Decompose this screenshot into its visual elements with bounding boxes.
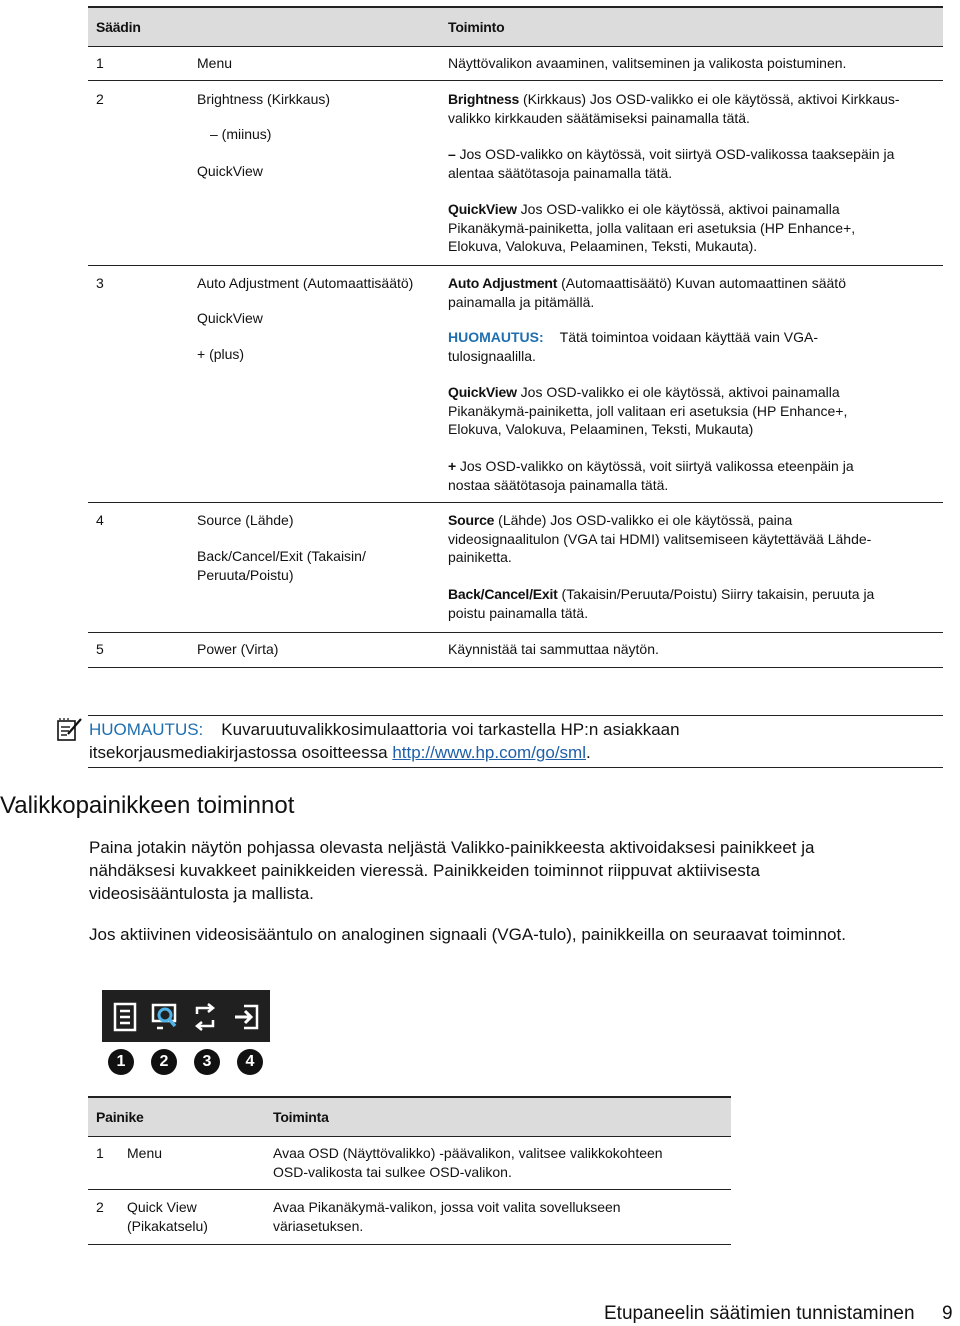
para1-line3: videosisääntulosta ja mallista. [89, 884, 314, 903]
table1-header [88, 8, 943, 46]
row4-control-back [197, 547, 366, 584]
footer-title: Etupaneelin säätimien tunnistaminen [604, 1303, 915, 1324]
section-para1 [89, 836, 949, 905]
item-text: Jos OSD-valikko ei ole käytössä, aktivoi painamalla [516, 201, 840, 217]
row2-num: 2 [96, 91, 104, 107]
item-text3: Elokuva, Valokuva, Pelaaminen, Teksti, Mukauta) [448, 421, 754, 437]
item-bold: + [448, 458, 456, 474]
item-text: (Lähde) Jos OSD-valikko ei ole käytössä, paina [494, 512, 793, 528]
row1-num: 1 [96, 55, 104, 71]
item-text2: alentaa säätötasoja painamalla tätä. [448, 164, 673, 181]
note-body [89, 718, 939, 764]
t2-row2-name [127, 1198, 208, 1235]
row2-item-brightness [448, 90, 938, 127]
row4-num: 4 [96, 512, 104, 528]
table1-header-rule [88, 46, 943, 47]
table1-bottom-rule [88, 667, 943, 668]
t2-row1-rule [88, 1189, 731, 1190]
row2-rule [88, 265, 943, 266]
item-text2: videosignaalitulon (VGA tai HDMI) valitsemiseen käytettävää Lähde- [448, 530, 872, 547]
note-top-rule [88, 715, 943, 716]
item-bold: QuickView [448, 201, 517, 217]
row2-item-quickview [448, 200, 938, 256]
note-text1: Kuvaruutuvalikkosimulaattoria voi tarkastella HP:n asiakkaan [221, 720, 680, 739]
button-badge-4: 4 [237, 1049, 263, 1075]
table2-header-col1: Painike [96, 1109, 144, 1125]
row2-control-minus: – (miinus) [210, 126, 272, 142]
item-text: Jos OSD-valikko on käytössä, voit siirtyä valikossa eteenpäin ja [455, 458, 854, 474]
row1-rule [88, 80, 943, 81]
row4-control-source: Source (Lähde) [197, 512, 294, 528]
button-badge-1: 1 [108, 1049, 134, 1075]
row3-control-auto: Auto Adjustment (Automaattisäätö) [197, 275, 414, 291]
item-bold: Source [448, 512, 495, 528]
item-text2: valikko kirkkauden säätämiseksi painamalla tätä. [448, 109, 750, 126]
row5-desc: Käynnistää tai sammuttaa näytön. [448, 641, 659, 657]
row3-control-quickview: QuickView [197, 310, 263, 326]
table1-header-col2: Toiminto [448, 19, 505, 35]
row3-note [448, 328, 938, 365]
item-text: Jos OSD-valikko ei ole käytössä, aktivoi painamalla [516, 384, 840, 400]
row4-rule [88, 632, 943, 633]
row3-item-quickview [448, 383, 938, 439]
row1-desc: Näyttövalikon avaaminen, valitseminen ja valikosta poistuminen. [448, 55, 847, 71]
row3-rule [88, 502, 943, 503]
name-line2: (Pikakatselu) [127, 1217, 208, 1234]
row3-num: 3 [96, 275, 104, 291]
section-heading: Valikkopainikkeen toiminnot [0, 792, 295, 819]
table1-header-col1: Säädin [96, 19, 141, 35]
item-bold: Back/Cancel/Exit [448, 586, 558, 602]
row5-num: 5 [96, 641, 104, 657]
row2-control-brightness: Brightness (Kirkkaus) [197, 91, 331, 107]
desc-line2: väriasetuksen. [273, 1217, 364, 1234]
table2-header-col2: Toiminta [273, 1109, 329, 1125]
row5-control: Power (Virta) [197, 641, 279, 657]
t2-row1-desc [273, 1144, 728, 1181]
note-link[interactable]: http://www.hp.com/go/sml [392, 743, 586, 762]
row4-item-source [448, 511, 938, 567]
note-text2: tulosignaalilla. [448, 347, 536, 364]
item-bold: Auto Adjustment [448, 275, 558, 291]
cycle-icon [182, 994, 228, 1040]
note-text: Tätä toimintoa voidaan käyttää vain VGA- [559, 329, 819, 345]
item-text: (Automaattisäätö) Kuvan automaattinen säätö [557, 275, 846, 291]
button-badge-3: 3 [194, 1049, 220, 1075]
para1-line2: nähdäksesi kuvakkeet painikkeiden vieressä. Painikkeiden toiminnot riippuvat aktiivisesta [89, 861, 760, 880]
para1-line1: Paina jotakin näytön pohjassa olevasta neljästä Valikko-painikkeesta aktivoidaksesi painikkeet ja [89, 838, 815, 857]
item-text: (Kirkkaus) Jos OSD-valikko ei ole käytössä, aktivoi Kirkkaus- [519, 91, 900, 107]
table2-bottom-rule [88, 1244, 731, 1245]
row2-control-quickview: QuickView [197, 163, 263, 179]
name-line1: Quick View [127, 1199, 197, 1215]
item-bold: Brightness [448, 91, 520, 107]
item-text2: Pikanäkymä-painiketta, jolla valitaan eri asetuksia (HP Enhance+, [448, 219, 856, 236]
footer-page-number: 9 [942, 1303, 953, 1324]
table1-top-rule [88, 6, 943, 8]
note-text2: itsekorjausmediakirjastossa osoitteessa [89, 743, 393, 762]
control-line2: Peruuta/Poistu) [197, 566, 294, 583]
control-line1: Back/Cancel/Exit (Takaisin/ [197, 548, 366, 564]
note-label: HUOMAUTUS: [448, 329, 544, 345]
row3-item-auto [448, 274, 938, 311]
table2-header-rule [88, 1136, 731, 1137]
item-text3: Elokuva, Valokuva, Pelaaminen, Teksti, Mukauta). [448, 238, 758, 254]
note-label: HUOMAUTUS: [89, 720, 204, 739]
note-bottom-rule [88, 767, 943, 768]
item-bold: – [448, 146, 456, 162]
row1-control: Menu [197, 55, 233, 71]
note-after: . [586, 743, 591, 762]
osd-button-strip [102, 990, 270, 1042]
section-para2: Jos aktiivinen videosisääntulo on analoginen signaali (VGA-tulo), painikkeilla on seuraavat toiminnot. [89, 925, 846, 944]
item-text2: nostaa säätötasoja painamalla tätä. [448, 476, 669, 493]
input-icon [224, 994, 270, 1040]
item-text2: Pikanäkymä-painiketta, joll valitaan eri asetuksia (HP Enhance+, [448, 402, 848, 419]
row3-control-plus: + (plus) [197, 346, 245, 362]
t2-row1-num: 1 [96, 1145, 104, 1161]
note-icon [56, 716, 84, 742]
item-text2: painamalla ja pitämällä. [448, 293, 595, 310]
item-text2: poistu painamalla tätä. [448, 604, 589, 621]
row4-item-back [448, 585, 938, 622]
button-badge-2: 2 [151, 1049, 177, 1075]
item-bold: QuickView [448, 384, 517, 400]
t2-row1-name: Menu [127, 1145, 163, 1161]
item-text: Jos OSD-valikko on käytössä, voit siirtyä OSD-valikossa taaksepäin ja [455, 146, 895, 162]
item-text: (Takaisin/Peruuta/Poistu) Siirry takaisin, peruuta ja [557, 586, 875, 602]
row3-item-plus [448, 457, 938, 494]
row2-item-minus [448, 145, 938, 182]
t2-row2-num: 2 [96, 1199, 104, 1215]
desc-line2: OSD-valikosta tai sulkee OSD-valikon. [273, 1163, 512, 1180]
t2-row2-desc [273, 1198, 728, 1235]
table2-header [88, 1098, 731, 1136]
desc-line1: Avaa OSD (Näyttövalikko) -päävalikon, valitsee valikkokohteen [273, 1145, 663, 1161]
desc-line1: Avaa Pikanäkymä-valikon, jossa voit valita sovellukseen [273, 1199, 621, 1215]
item-text3: painiketta. [448, 549, 512, 565]
